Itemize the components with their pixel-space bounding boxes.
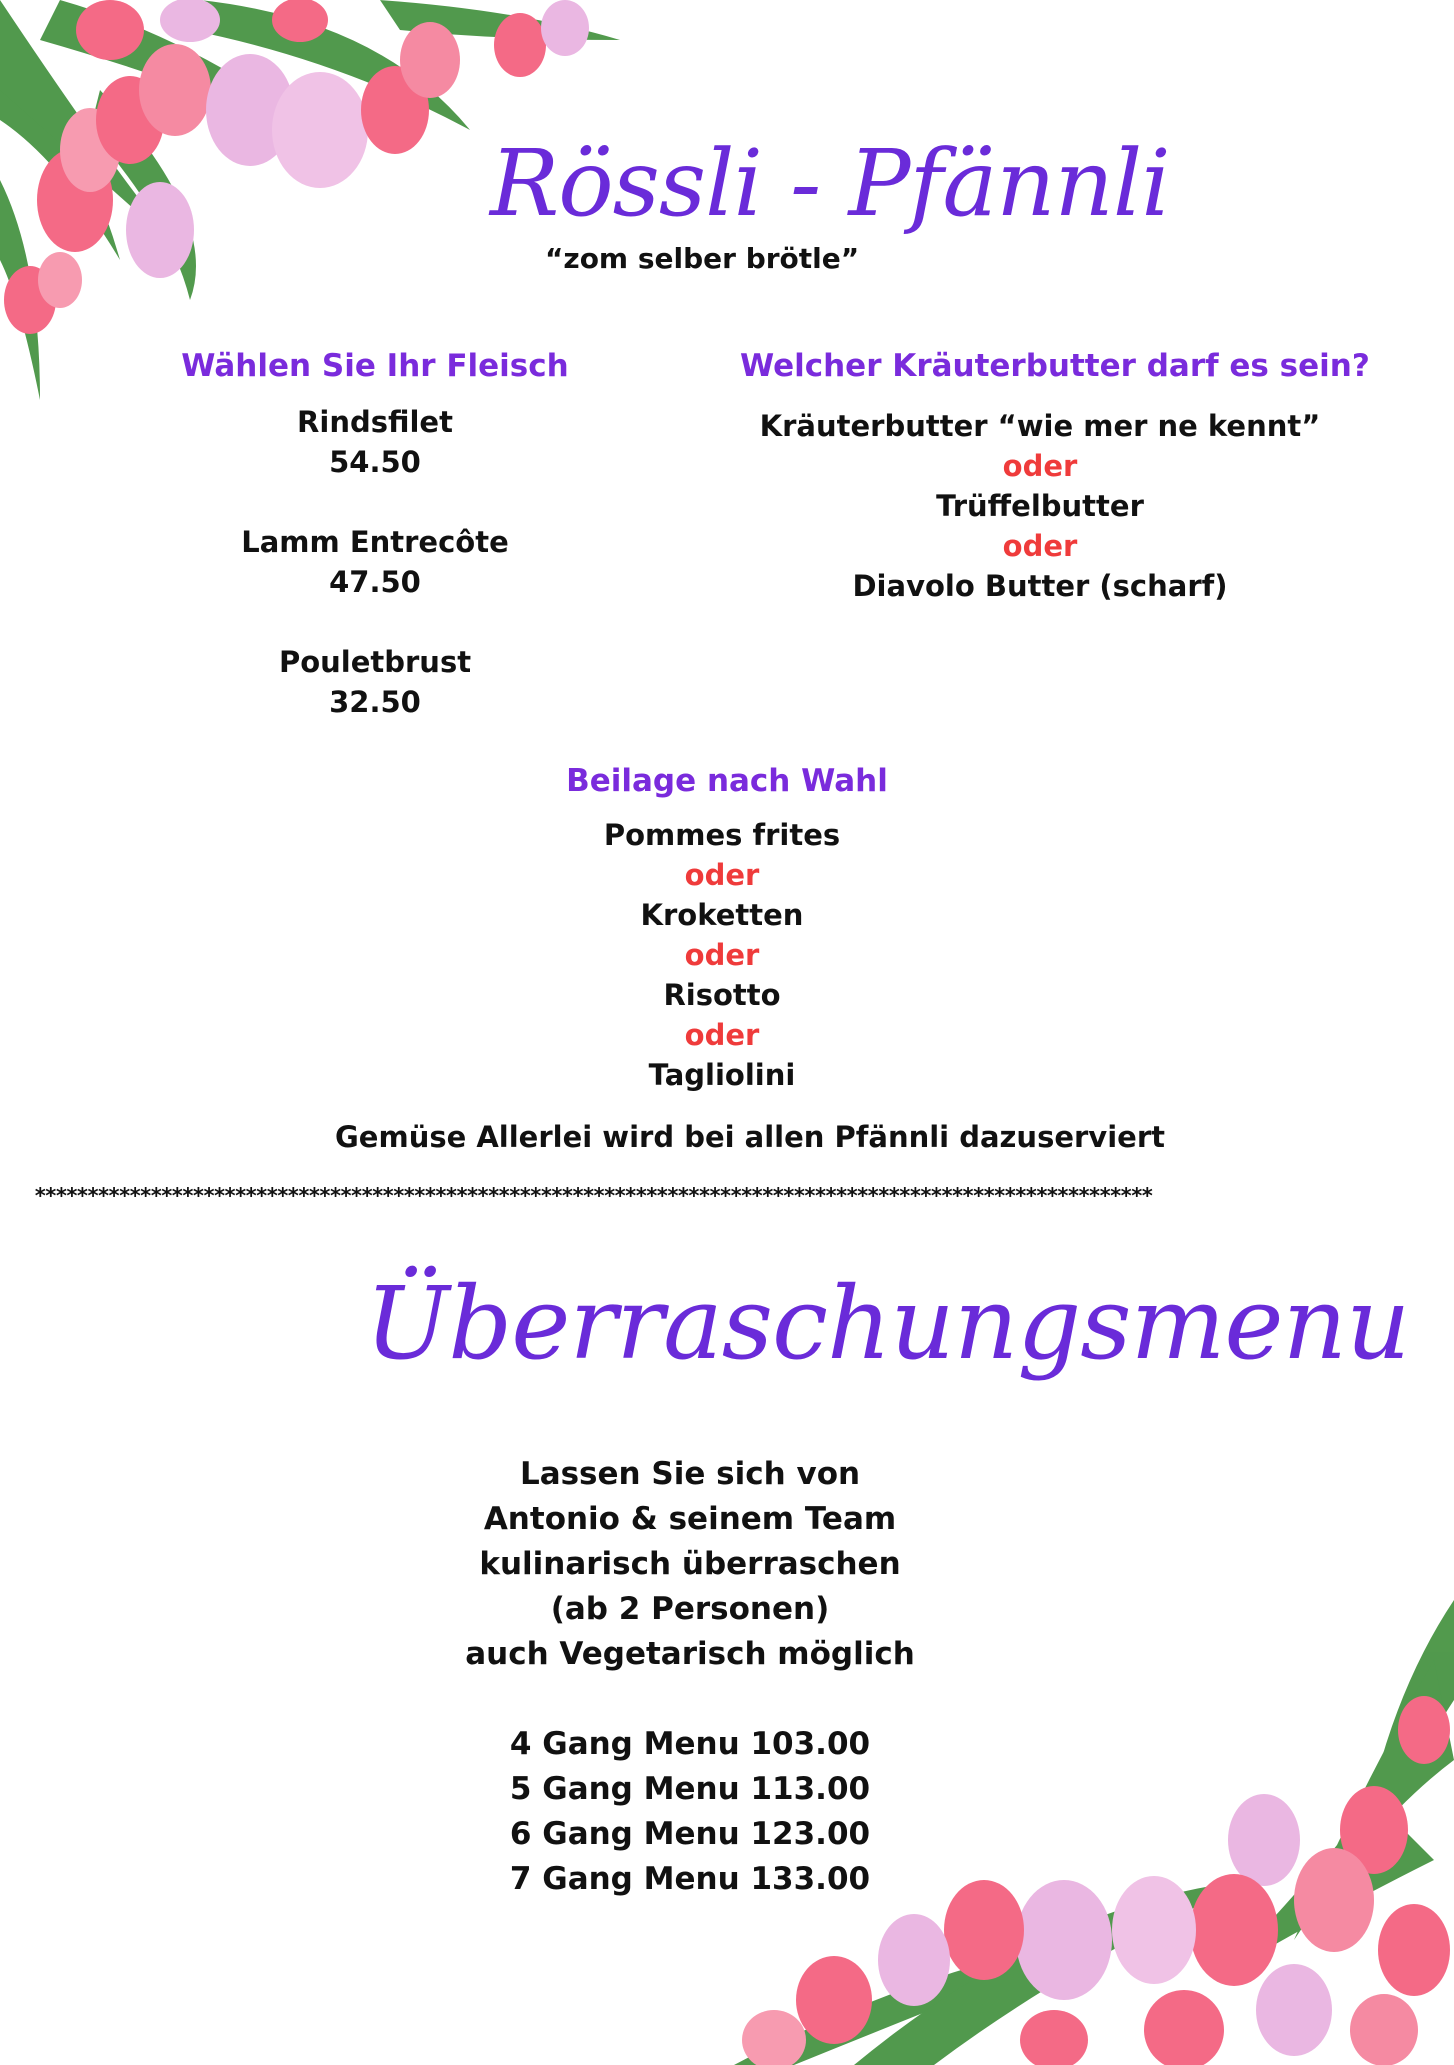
butter-section <box>740 348 1370 606</box>
meat-price: 32.50 <box>329 685 421 719</box>
butter-option: Kräuterbutter “wie mer ne kennt” <box>759 409 1321 443</box>
description-line: (ab 2 Personen) <box>550 1591 830 1627</box>
description-line: kulinarisch überraschen <box>479 1546 901 1582</box>
or-separator: oder <box>1002 529 1078 563</box>
description-line: Antonio & seinem Team <box>483 1501 897 1537</box>
meat-item <box>175 402 575 482</box>
meat-item <box>175 522 575 602</box>
page-title: Rössli - Pfännli <box>490 130 1170 237</box>
description-line: Lassen Sie sich von <box>519 1456 861 1492</box>
meat-price: 54.50 <box>329 445 421 479</box>
sides-options <box>422 815 1022 1095</box>
meat-name: Lamm Entrecôte <box>241 525 509 559</box>
menu-price-item: 7 Gang Menu 133.00 <box>509 1861 871 1897</box>
description-line: auch Vegetarisch möglich <box>465 1636 915 1672</box>
meat-heading: Wählen Sie Ihr Fleisch <box>181 348 569 384</box>
menu-price-list <box>390 1722 990 1902</box>
or-separator: oder <box>684 858 760 892</box>
side-option: Pommes frites <box>603 818 841 852</box>
sides-note: Gemüse Allerlei wird bei allen Pfännli dazuserviert <box>335 1120 1165 1154</box>
sides-heading: Beilage nach Wahl <box>566 763 888 799</box>
meat-item <box>175 642 575 722</box>
butter-option: Diavolo Butter (scharf) <box>852 569 1228 603</box>
butter-option: Trüffelbutter <box>936 489 1144 523</box>
surprise-title: Überraschungsmenu <box>365 1265 1410 1382</box>
meat-section <box>175 348 575 722</box>
or-separator: oder <box>684 938 760 972</box>
meat-name: Rindsfilet <box>297 405 453 439</box>
sides-section <box>427 763 1027 799</box>
or-separator: oder <box>684 1018 760 1052</box>
meat-price: 47.50 <box>329 565 421 599</box>
menu-price-item: 4 Gang Menu 103.00 <box>509 1726 871 1762</box>
side-option: Risotto <box>663 978 781 1012</box>
or-separator: oder <box>1002 449 1078 483</box>
side-option: Tagliolini <box>648 1058 796 1092</box>
side-option: Kroketten <box>640 898 804 932</box>
menu-price-item: 6 Gang Menu 123.00 <box>509 1816 871 1852</box>
meat-name: Pouletbrust <box>278 645 472 679</box>
menu-price-item: 5 Gang Menu 113.00 <box>509 1771 871 1807</box>
surprise-description <box>390 1452 990 1677</box>
star-divider: ********************************************************************************************************** <box>34 1184 1152 1208</box>
page-subtitle: “zom selber brötle” <box>545 242 860 275</box>
butter-heading: Welcher Kräuterbutter darf es sein? <box>740 348 1370 384</box>
